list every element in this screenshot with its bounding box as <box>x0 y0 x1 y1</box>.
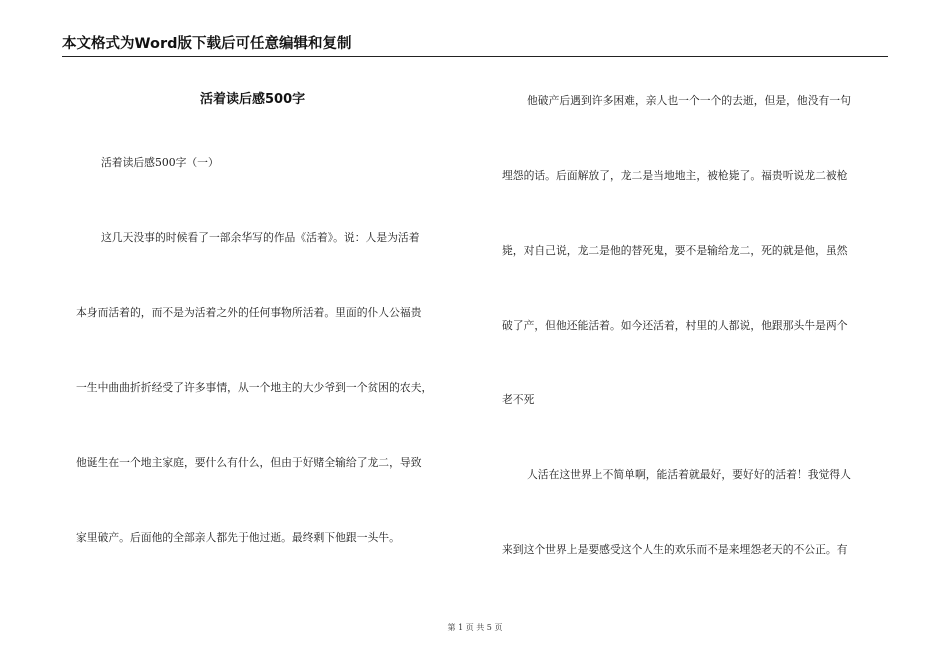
document-header-banner: 本文格式为Word版下载后可任意编辑和复制 <box>62 34 888 57</box>
paragraph-line: 毙，对自己说，龙二是他的替死鬼，要不是输给龙二，死的就是他，虽然 <box>502 244 848 257</box>
paragraph-line: 本身而活着的，而不是为活着之外的任何事物所活着。里面的仆人公福贵 <box>76 306 422 319</box>
paragraph-line: 破了产，但他还能活着。如今还活着，村里的人都说，他跟那头牛是两个 <box>502 319 848 332</box>
paragraph-line: 埋怨的话。后面解放了，龙二是当地地主，被枪毙了。福贵听说龙二被枪 <box>502 169 848 182</box>
paragraph-line: 他破产后遇到许多困难，亲人也一个一个的去逝，但是，他没有一句 <box>527 94 851 107</box>
section-heading: 活着读后感500字（一） <box>101 156 219 169</box>
paragraph-line: 他诞生在一个地主家庭，要什么有什么，但由于好赌全输给了龙二，导致 <box>76 456 422 469</box>
page-number: 第 1 页 共 5 页 <box>447 623 503 632</box>
paragraph-line: 这几天没事的时候看了一部余华写的作品《活着》。说：人是为活着 <box>101 231 420 244</box>
paragraph-line: 家里破产。后面他的全部亲人都先于他过逝。最终剩下他跟一头牛。 <box>76 531 400 544</box>
paragraph-line: 老不死 <box>502 393 535 406</box>
paragraph-line: 人活在这世界上不简单啊，能活着就最好，要好好的活着！我觉得人 <box>527 468 851 481</box>
document-title: 活着读后感500字 <box>200 92 306 107</box>
paragraph-line: 一生中曲曲折折经受了许多事情，从一个地主的大少爷到一个贫困的农夫， <box>76 381 433 394</box>
paragraph-line: 来到这个世界上是要感受这个人生的欢乐而不是来埋怨老天的不公正。有 <box>502 543 848 556</box>
